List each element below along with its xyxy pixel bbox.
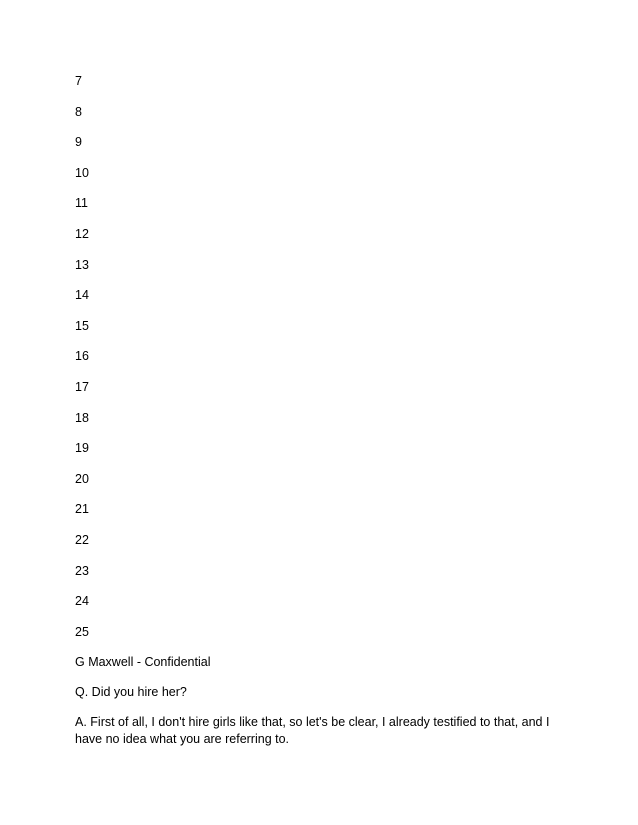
line-number: 25: [75, 624, 89, 639]
line-number: 11: [75, 196, 88, 211]
confidential-label: G Maxwell - Confidential: [75, 655, 211, 669]
line-number: 9: [75, 135, 82, 150]
line-number: 15: [75, 318, 89, 333]
line-number: 22: [75, 532, 89, 547]
transcript-content: [75, 654, 575, 761]
line-number: 8: [75, 104, 82, 119]
answer-text: A. First of all, I don't hire girls like that, so let's be clear, I already testified to that, and I have no idea what you are referring to.: [75, 715, 550, 746]
line-number: 7: [75, 74, 82, 88]
line-number: 16: [75, 349, 89, 364]
line-number-column: [75, 72, 89, 653]
line-number: 12: [75, 226, 89, 241]
line-number: 18: [75, 410, 89, 425]
line-number: 13: [75, 257, 89, 272]
line-number: 17: [75, 379, 89, 394]
line-number: 10: [75, 165, 89, 180]
line-number: 20: [75, 471, 89, 486]
line-number: 21: [75, 502, 89, 517]
line-number: 23: [75, 563, 89, 578]
line-number: 14: [75, 288, 89, 303]
line-number: 24: [75, 594, 89, 609]
question-text: Q. Did you hire her?: [75, 685, 187, 699]
line-number: 19: [75, 441, 89, 456]
